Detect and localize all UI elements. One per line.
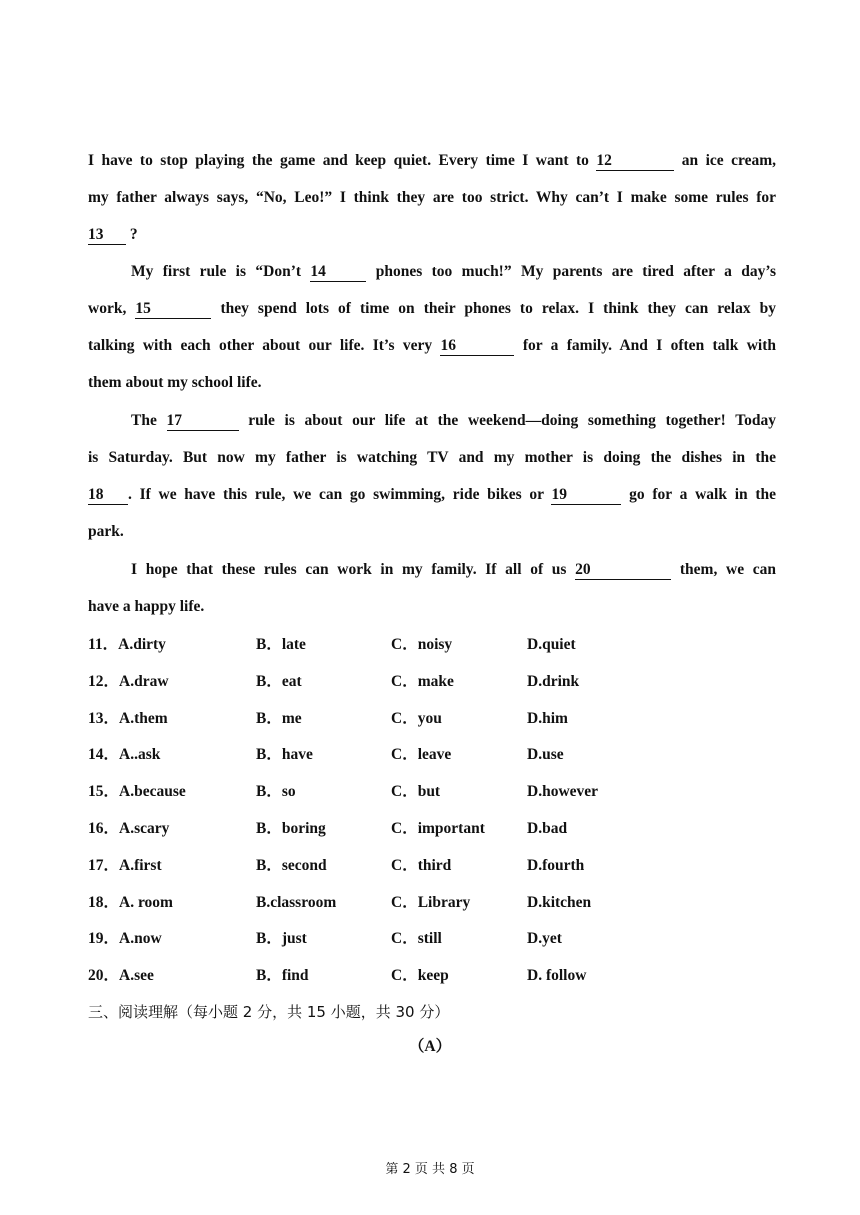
option-c[interactable]: C．make (391, 672, 454, 690)
option-d[interactable]: D.him (527, 709, 568, 727)
option-a[interactable]: 19．A.now (88, 930, 162, 948)
page-footer: 第 2 页 共 8 页 (385, 1162, 475, 1177)
passage-line: my father always says, “No, Leo!” I think they are too strict. Why can’t I make some rules for (88, 189, 776, 206)
option-b[interactable]: B.classroom (256, 893, 337, 911)
passage-line: work, 15 they spend lots of time on their phones to relax. I think they can relax by (88, 300, 777, 317)
option-d[interactable]: D.drink (527, 672, 580, 690)
option-a[interactable]: 11．A.dirty (88, 636, 166, 653)
option-b[interactable]: B．eat (256, 672, 302, 690)
passage-paragraph-1 (88, 142, 776, 253)
option-b[interactable]: B．have (256, 746, 313, 764)
option-b[interactable]: B．so (256, 783, 296, 801)
blank-18[interactable]: 18 (88, 486, 128, 505)
option-b[interactable]: B．find (256, 967, 309, 985)
blank-12[interactable]: 12 (596, 152, 674, 171)
blank-19[interactable]: 19 (551, 486, 621, 505)
blank-15[interactable]: 15 (135, 300, 211, 319)
option-d[interactable]: D.however (527, 783, 599, 801)
passage-line: them about my school life. (88, 374, 262, 391)
passage-line: park. (88, 523, 124, 540)
option-c[interactable]: C．leave (391, 746, 452, 764)
passage-paragraph-2 (88, 253, 776, 401)
passage-line: have a happy life. (88, 598, 205, 615)
section-heading: 三、阅读理解（每小题 2 分，共 15 小题，共 30 分） (88, 1003, 450, 1021)
option-a[interactable]: 18．A. room (88, 893, 173, 911)
passage-line: I have to stop playing the game and keep quiet. Every time I want to 12 an ice cream, (88, 152, 776, 169)
question-options-row (88, 737, 708, 774)
option-a[interactable]: 14．A..ask (88, 746, 161, 764)
passage-paragraph-3 (88, 402, 776, 550)
blank-14[interactable]: 14 (310, 263, 366, 282)
option-c[interactable]: C．important (391, 819, 485, 837)
blank-17[interactable]: 17 (167, 412, 239, 431)
question-options-row (88, 958, 708, 995)
blank-16[interactable]: 16 (440, 337, 514, 356)
option-d[interactable]: D.fourth (527, 856, 585, 874)
option-a[interactable]: 16．A.scary (88, 819, 170, 837)
passage-line: My first rule is “Don’t 14 phones too much!” My parents are tired after a day’s (131, 263, 776, 280)
option-d[interactable]: D. follow (527, 967, 587, 985)
question-options-row (88, 921, 708, 958)
question-options-row (88, 811, 708, 848)
option-a[interactable]: 17．A.first (88, 856, 162, 874)
passage-line: talking with each other about our life. It’s very 16 for a family. And I often talk with (88, 337, 776, 354)
option-a[interactable]: 12．A.draw (88, 672, 169, 690)
option-d[interactable]: D.kitchen (527, 893, 592, 911)
option-a[interactable]: 15．A.because (88, 783, 186, 801)
option-b[interactable]: B．late (256, 636, 306, 653)
question-options-row (88, 664, 708, 701)
passage-paragraph-4 (88, 551, 776, 625)
passage-line: is Saturday. But now my father is watching TV and my mother is doing the dishes in the (88, 449, 776, 466)
part-label: （A） (408, 1038, 452, 1055)
question-options-row (88, 885, 708, 922)
option-a[interactable]: 20．A.see (88, 967, 154, 985)
question-options-row (88, 701, 708, 738)
blank-13[interactable]: 13 (88, 226, 126, 245)
option-c[interactable]: C．keep (391, 967, 449, 985)
option-c[interactable]: C．noisy (391, 636, 453, 653)
question-options-row (88, 848, 708, 885)
option-a[interactable]: 13．A.them (88, 709, 168, 727)
answer-options-list (88, 627, 708, 995)
passage-line: The 17 rule is about our life at the weekend—doing something together! Today (131, 412, 777, 429)
passage-line: 13 ? (88, 226, 138, 243)
option-b[interactable]: B．second (256, 856, 327, 874)
option-b[interactable]: B．just (256, 930, 307, 948)
question-options-row (88, 774, 708, 811)
option-d[interactable]: D.bad (527, 819, 568, 837)
option-b[interactable]: B．boring (256, 819, 326, 837)
option-b[interactable]: B．me (256, 709, 302, 727)
option-d[interactable]: D.yet (527, 930, 562, 948)
passage-line: I hope that these rules can work in my family. If all of us 20 them, we can (131, 561, 777, 578)
passage-line: 18 . If we have this rule, we can go swimming, ride bikes or 19 go for a walk in the (88, 486, 776, 503)
blank-20[interactable]: 20 (575, 561, 671, 580)
option-c[interactable]: C．you (391, 709, 442, 727)
option-c[interactable]: C．still (391, 930, 442, 948)
option-c[interactable]: C．but (391, 783, 441, 801)
question-options-row (88, 627, 708, 664)
option-d[interactable]: D.quiet (527, 636, 576, 653)
option-c[interactable]: C．Library (391, 893, 471, 911)
option-c[interactable]: C．third (391, 856, 452, 874)
option-d[interactable]: D.use (527, 746, 564, 764)
